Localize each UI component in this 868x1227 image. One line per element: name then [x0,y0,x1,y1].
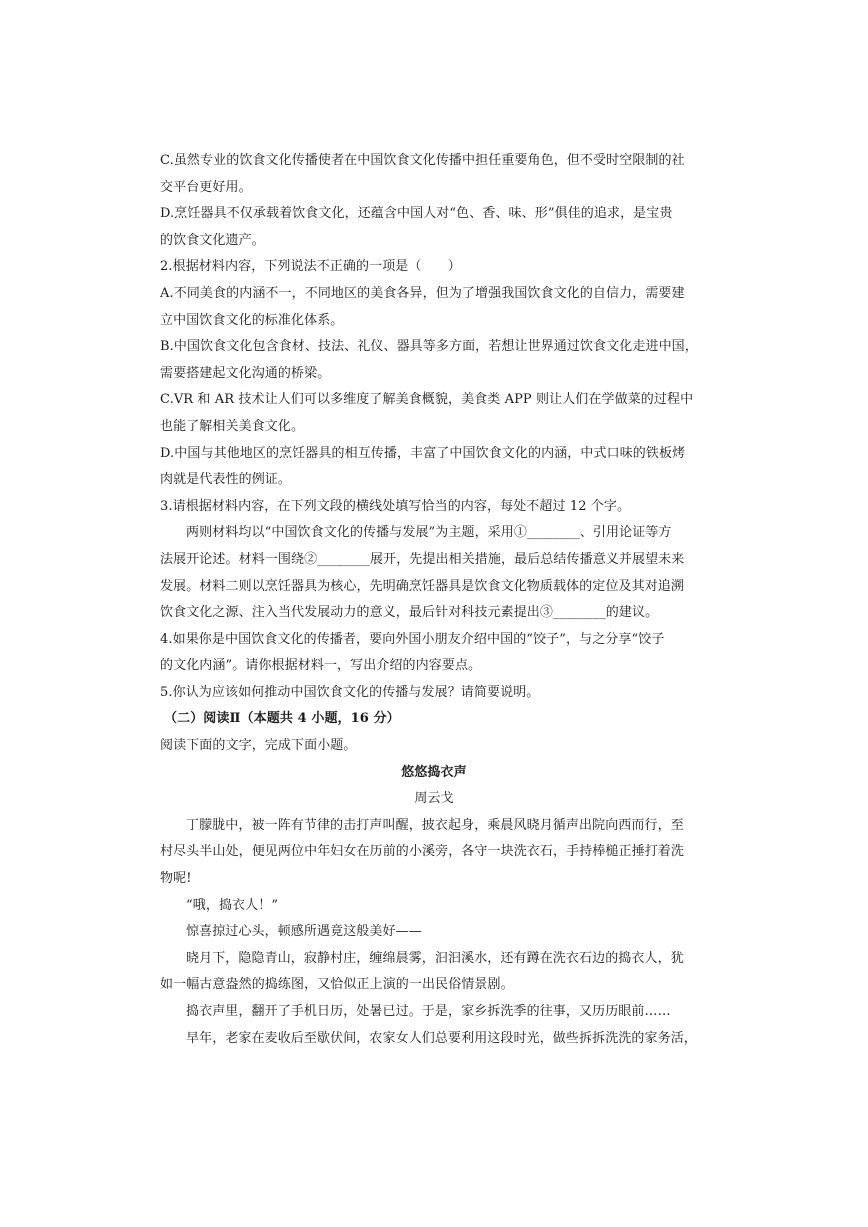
q2-option-d [160,441,708,494]
q2-option-b [160,334,708,387]
q4 [160,627,708,680]
q2-stem: 2.根据材料内容，下列说法不正确的一项是（ ） [160,259,461,275]
text-line: 的文化内涵”。请你根据材料一，写出介绍的内容要点。 [160,658,482,674]
article-paragraph-1 [160,813,708,893]
article-paragraph-3 [160,919,708,946]
article-paragraph-5 [160,999,708,1026]
text-line: 法展开论述。材料一围绕②________展开，先提出相关措施，最后总结传播意义并展望未来 [160,551,685,567]
q3-paragraph [160,520,708,626]
text-line: 丁朦胧中，被一阵有节律的击打声叫醒，披衣起身，乘晨风晓月循声出院向西而行，至 [186,817,684,833]
text-line: 的饮食文化遗产。 [160,232,265,248]
text-line: 立中国饮食文化的标准化体系。 [160,312,344,328]
text-line: 4.如果你是中国饮食文化的传播者，要向外国小朋友介绍中国的“饺子”，与之分享“饺子 [160,631,665,647]
text-line: 惊喜掠过心头，顿感所遇竟这般美好—— [186,924,422,940]
text-line: 晓月下，隐隐青山，寂静村庄，缠绵晨雾，汩汩溪水，还有蹲在洗衣石边的捣衣人，犹 [186,950,684,966]
text-line: B.中国饮食文化包含食材、技法、礼仪、器具等多方面，若想让世界通过饮食文化走进中国， [160,339,698,355]
exam-page [160,148,708,1052]
text-line: C.虽然专业的饮食文化传播使者在中国饮食文化传播中担任重要角色，但不受时空限制的社 [160,153,685,168]
text-line: A.不同美食的内涵不一，不同地区的美食各异，但为了增强我国饮食文化的自信力，需要建 [160,285,685,301]
article-author: 周云戈 [414,791,454,807]
article-paragraph-2 [160,893,708,920]
text-line: 也能了解相关美食文化。 [160,418,305,434]
q5: 5.你认为应该如何推动中国饮食文化的传播与发展？请简要说明。 [160,684,540,700]
article-title: 悠悠捣衣声 [401,764,467,780]
text-line: 物呢! [160,871,192,887]
text-line: 肉就是代表性的例证。 [160,472,292,488]
text-line: 捣衣声里，翻开了手机日历，处暑已过。于是，家乡拆洗季的往事，又历历眼前…… [186,1004,671,1019]
article-paragraph-6 [160,1026,708,1053]
q3-stem: 3.请根据材料内容，在下列文段的横线处填写恰当的内容，每处不超过 12 个字。 [160,498,631,514]
text-line: C.VR 和 AR 技术让人们可以多维度了解美食概貌，美食类 APP 则让人们在学做菜的过程中 [160,392,694,408]
text-line: D.中国与其他地区的烹饪器具的相互传播，丰富了中国饮食文化的内涵，中式口味的铁板烤 [160,445,686,461]
text-line: D.烹饪器具不仅承载着饮食文化，还蕴含中国人对“色、香、味、形”俱佳的追求，是宝贵 [160,206,673,222]
q2-option-c [160,387,708,440]
section-instruction: 阅读下面的文字，完成下面小题。 [160,738,357,754]
text-line: 如一幅古意盎然的捣练图，又恰似正上演的一出民俗情景剧。 [160,977,514,993]
text-line: 早年，老家在麦收后至歇伏间，农家女人们总要利用这段时光，做些拆拆洗洗的家务活， [186,1030,697,1046]
text-line: 两则材料均以“中国饮食文化的传播与发展”为主题，采用①________、引用论证等方 [186,525,672,541]
text-line: 交平台更好用。 [160,179,252,195]
text-line: 村尽头半山处，便见两位中年妇女在历前的小溪旁，各守一块洗衣石，手持棒槌正捶打着洗 [160,844,685,860]
text-line: “哦，捣衣人！” [186,897,279,913]
q1-option-d [160,201,708,254]
q2-option-a [160,281,708,334]
article-paragraph-4 [160,946,708,999]
text-line: 发展。材料二则以烹饪器具为核心，先明确烹饪器具是饮食文化物质载体的定位及其对追溯 [160,578,685,594]
section-heading: （二）阅读Ⅱ（本题共 4 小题，16 分） [164,711,400,727]
text-line: 需要搭建起文化沟通的桥梁。 [160,365,331,381]
q1-option-c [160,148,708,201]
text-line: 饮食文化之源、注入当代发展动力的意义，最后针对科技元素提出③________的建议。 [160,605,659,621]
